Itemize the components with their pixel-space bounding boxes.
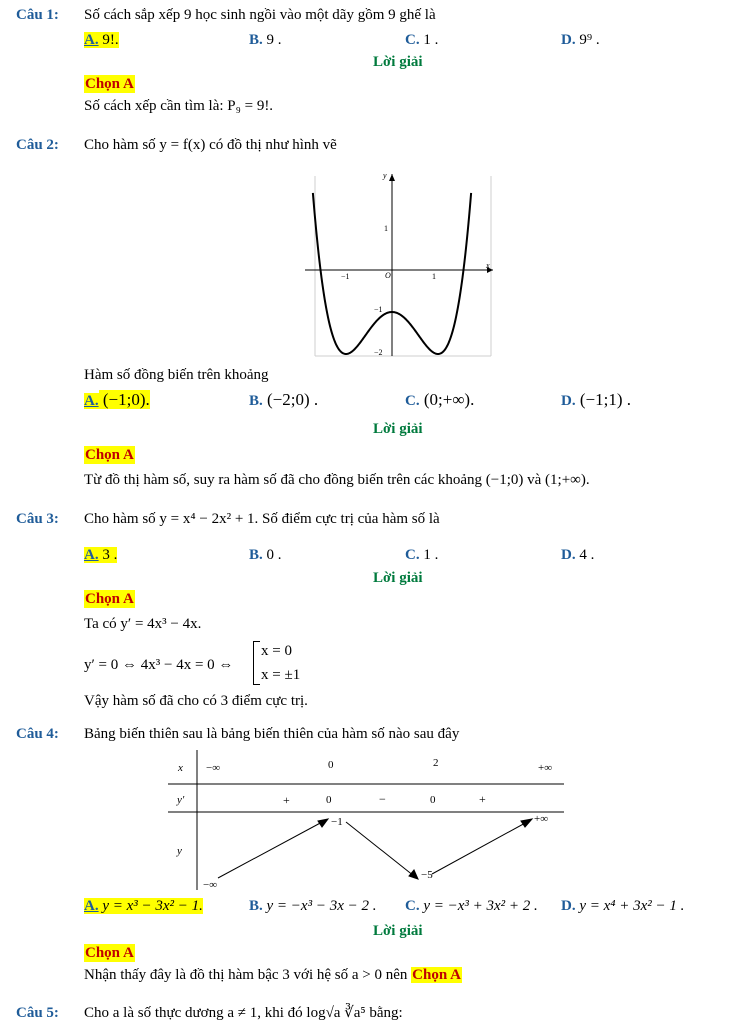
option-value: (0;+∞). xyxy=(423,390,475,409)
graph-x-label: x xyxy=(486,261,490,270)
q4-explanation: Nhận thấy đây là đồ thị hàm bậc 3 với hệ số a > 0 nên xyxy=(84,967,408,983)
q3-case-1: x = 0 xyxy=(261,643,292,659)
table-sign-zero-2: 0 xyxy=(430,794,436,806)
option-value: y = x⁴ + 3x² − 1 . xyxy=(579,898,685,914)
table-x-neg-inf: −∞ xyxy=(206,762,221,774)
option-letter: A. xyxy=(84,898,99,914)
q5-label: Câu 5: xyxy=(16,1005,59,1021)
q3-option-a[interactable] xyxy=(84,546,117,564)
table-arrowhead-3 xyxy=(521,819,532,827)
q2-option-b[interactable] xyxy=(249,391,318,410)
option-letter: A. xyxy=(84,393,99,409)
q4-label: Câu 4: xyxy=(16,726,59,742)
q4-explanation-chosen: Chọn A xyxy=(412,967,461,983)
q1-explanation: Số cách xếp cần tìm là: P₉ = 9!. xyxy=(84,98,274,114)
table-sign-zero-1: 0 xyxy=(326,794,332,806)
q4-chosen: Chọn A xyxy=(85,945,134,961)
q1-chosen: Chọn A xyxy=(85,76,134,92)
q2-option-a[interactable] xyxy=(84,391,150,410)
option-value: (−1;0). xyxy=(102,390,150,409)
option-letter: B. xyxy=(249,898,263,914)
q3-text: Cho hàm số y = x⁴ − 2x² + 1. Số điểm cực trị của hàm số là xyxy=(84,511,440,527)
table-arrow-up-1 xyxy=(218,821,324,878)
option-letter: A. xyxy=(84,547,99,563)
table-sign-plus-1: + xyxy=(283,793,290,807)
q1-option-a[interactable] xyxy=(84,31,119,49)
q3-option-c[interactable] xyxy=(405,546,438,564)
option-letter: C. xyxy=(405,547,420,563)
option-value: 1 . xyxy=(423,547,439,563)
option-value: y = −x³ + 3x² + 2 . xyxy=(423,898,538,914)
q1-solution-title: Lời giải xyxy=(373,54,423,70)
q3-option-b[interactable] xyxy=(249,546,282,564)
option-letter: A. xyxy=(84,32,99,48)
graph-origin-label: O xyxy=(385,271,391,280)
q4-explanation-line xyxy=(84,966,462,984)
q4-text: Bảng biến thiên sau là bảng biến thiên của hàm số nào sau đây xyxy=(84,726,460,742)
table-yprime-header: y′ xyxy=(177,794,185,806)
q4-variation-table xyxy=(168,750,566,892)
q2-explanation: Từ đồ thị hàm số, suy ra hàm số đã cho đồng biến trên các khoảng (−1;0) và (1;+∞). xyxy=(84,472,590,488)
option-value: 9 . xyxy=(266,32,282,48)
option-value: 4 . xyxy=(579,547,595,563)
option-letter: C. xyxy=(405,898,420,914)
option-letter: D. xyxy=(561,32,576,48)
table-y-min: −5 xyxy=(421,869,433,881)
option-value: y = x³ − 3x² − 1. xyxy=(102,898,203,914)
option-letter: B. xyxy=(249,393,263,409)
q4-option-c[interactable] xyxy=(405,897,538,915)
option-value: (−1;1) . xyxy=(579,390,631,409)
option-value: 1 . xyxy=(423,32,439,48)
q3-derivative: Ta có y′ = 4x³ − 4x. xyxy=(84,616,202,632)
option-letter: D. xyxy=(561,898,576,914)
table-sign-minus: − xyxy=(379,792,386,806)
q5-text: Cho a là số thực dương a ≠ 1, khi đó log√a ∛a⁵ bằng: xyxy=(84,1005,403,1021)
table-arrow-up-2 xyxy=(432,822,527,874)
option-value: 0 . xyxy=(266,547,282,563)
q3-label: Câu 3: xyxy=(16,511,59,527)
option-value: 9⁹ . xyxy=(579,32,600,48)
option-value: y = −x³ − 3x − 2 . xyxy=(266,898,377,914)
q2-solution-title: Lời giải xyxy=(373,421,423,437)
option-value: (−2;0) . xyxy=(267,390,319,409)
q4-option-a[interactable] xyxy=(84,897,203,915)
table-y-max: −1 xyxy=(331,816,343,828)
q3-chosen: Chọn A xyxy=(85,591,134,607)
q2-label: Câu 2: xyxy=(16,137,59,153)
q2-option-c[interactable] xyxy=(405,391,474,410)
graph-tick-y-neg2: −2 xyxy=(374,348,383,357)
graph-tick-x-1: 1 xyxy=(432,272,436,281)
q4-option-b[interactable] xyxy=(249,897,376,915)
q4-option-d[interactable] xyxy=(561,897,684,915)
graph-tick-y-1: 1 xyxy=(384,224,388,233)
option-letter: B. xyxy=(249,547,263,563)
q2-text: Cho hàm số y = f(x) có đồ thị như hình vẽ xyxy=(84,137,337,153)
q3-option-d[interactable] xyxy=(561,546,594,564)
y-axis-arrow xyxy=(389,174,395,181)
option-value: 9!. xyxy=(102,32,119,48)
table-x-2: 2 xyxy=(433,757,439,769)
q1-option-d[interactable] xyxy=(561,31,600,49)
q2-option-d[interactable] xyxy=(561,391,631,410)
option-letter: B. xyxy=(249,32,263,48)
q2-prompt: Hàm số đồng biến trên khoảng xyxy=(84,367,269,383)
option-letter: C. xyxy=(405,32,420,48)
q4-solution-title: Lời giải xyxy=(373,923,423,939)
table-arrowhead-2 xyxy=(409,870,418,879)
q3-case-2: x = ±1 xyxy=(261,667,301,683)
q2-function-graph xyxy=(305,172,495,360)
q1-option-b[interactable] xyxy=(249,31,282,49)
table-arrow-down xyxy=(346,822,414,876)
graph-tick-x-neg1: −1 xyxy=(341,272,350,281)
table-x-pos-inf: +∞ xyxy=(538,762,553,774)
q3-equation: y′ = 0 ⇔ 4x³ − 4x = 0 ⇔ xyxy=(84,657,234,673)
option-letter: C. xyxy=(405,393,420,409)
q1-option-c[interactable] xyxy=(405,31,438,49)
q3-solution-title: Lời giải xyxy=(373,570,423,586)
option-letter: D. xyxy=(561,547,576,563)
q2-chosen: Chọn A xyxy=(85,447,134,463)
table-y-pos-inf: +∞ xyxy=(534,813,549,825)
table-arrowhead-1 xyxy=(318,819,328,827)
table-x-0: 0 xyxy=(328,759,334,771)
graph-y-label: y xyxy=(383,172,387,180)
option-value: 3 . xyxy=(102,547,118,563)
q1-label: Câu 1: xyxy=(16,7,59,23)
graph-tick-y-neg1: −1 xyxy=(374,305,383,314)
table-y-neg-inf: −∞ xyxy=(203,879,218,891)
table-x-header: x xyxy=(178,762,183,774)
table-sign-plus-2: + xyxy=(479,792,486,806)
table-y-header: y xyxy=(177,845,182,857)
q1-text: Số cách sắp xếp 9 học sinh ngồi vào một dãy gồm 9 ghế là xyxy=(84,7,436,23)
q3-case-bracket xyxy=(253,641,260,685)
option-letter: D. xyxy=(561,393,576,409)
q3-conclusion: Vậy hàm số đã cho có 3 điểm cực trị. xyxy=(84,693,308,709)
